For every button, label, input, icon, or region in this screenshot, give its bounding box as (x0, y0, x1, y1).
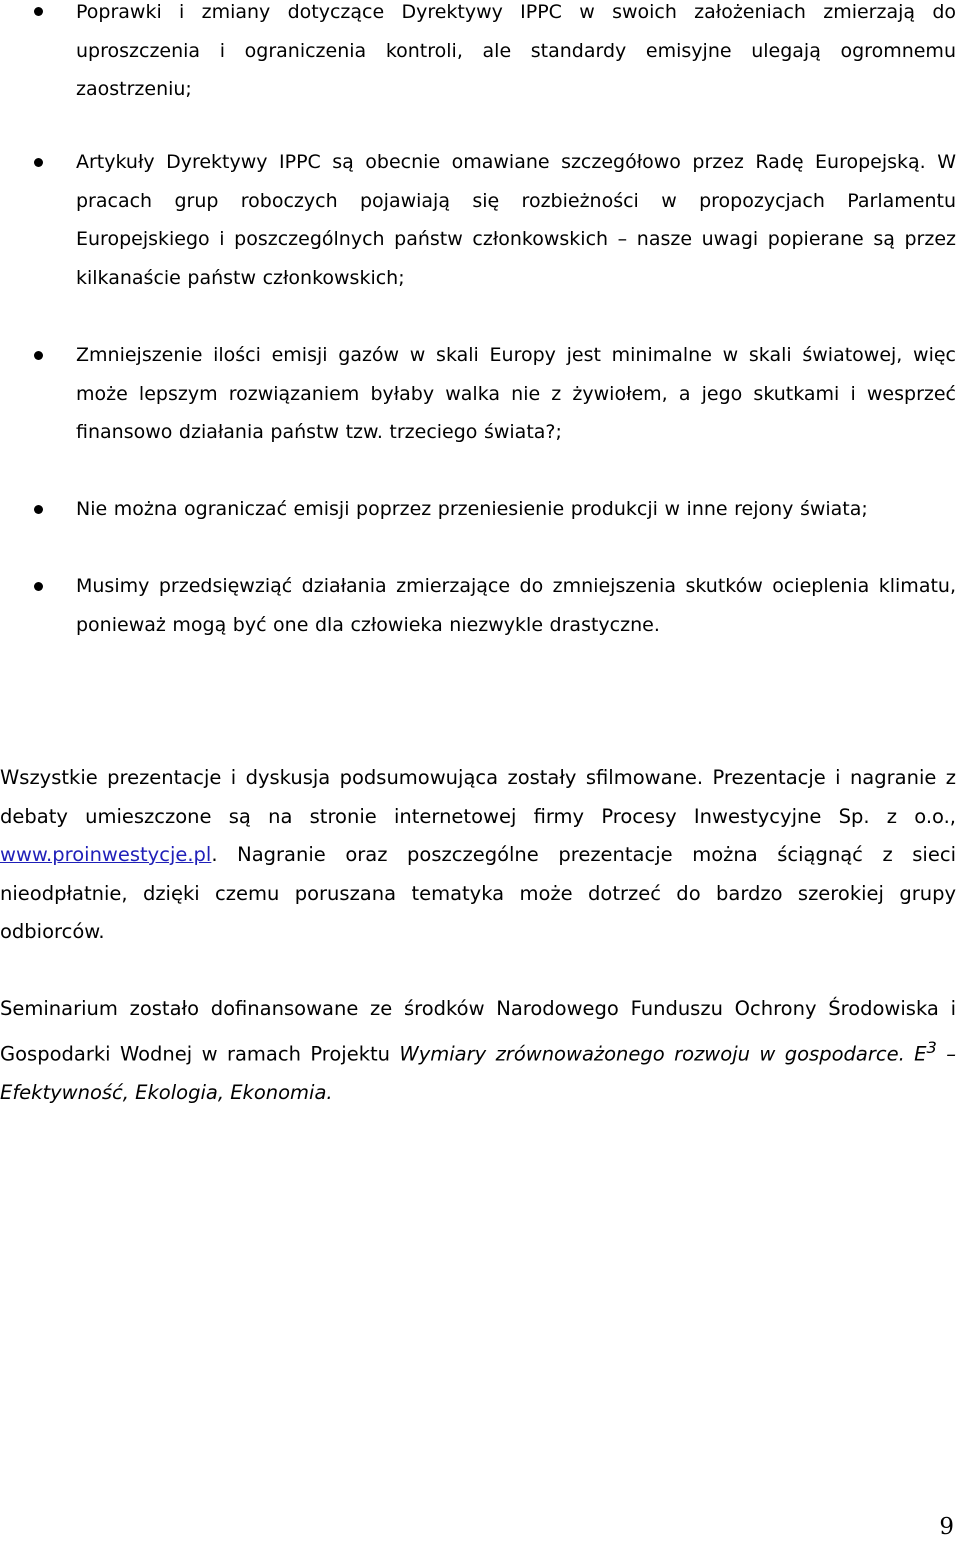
page-number: 9 (939, 1514, 954, 1540)
bullet-icon (34, 351, 43, 360)
summary-text-end: . Nagranie oraz poszczególne prezentacje można ściągnąć z sieci nieodpłatnie, dzięki czemu poruszana tematyka może dotrzeć do bardzo szerokiej grupy odbiorców. (0, 843, 956, 943)
bullet-text: Artykuły Dyrektywy IPPC są obecnie omawiane szczegółowo przez Radę Europejską. W pracach grup roboczych pojawiają się rozbieżności w propozycjach Parlamentu Europejskiego i poszczególnych państw członkowskich – nasze uwagi popierane są przez kilkanaście państw członkowskich; (76, 151, 956, 289)
bullet-text: Poprawki i zmiany dotyczące Dyrektywy IPPC w swoich założeniach zmierzają do uproszczenia i ograniczenia kontroli, ale standardy emisyjne ulegają ogromnemu zaostrzeniu; (76, 1, 956, 100)
bullet-icon (34, 582, 43, 591)
bullet-text: Zmniejszenie ilości emisji gazów w skali Europy jest minimalne w skali światowej, więc może lepszym rozwiązaniem byłaby walka nie z żywiołem, a jego skutkami i wesprzeć finansowo działania państw tzw. trzeciego świata?; (76, 344, 956, 443)
bullet-text: Nie można ograniczać emisji poprzez przeniesienie produkcji w inne rejony świata; (76, 498, 868, 520)
bullet-icon (34, 505, 43, 514)
funding-paragraph (0, 990, 956, 1112)
website-link[interactable]: www.proinwestycje.pl (0, 843, 212, 866)
project-superscript: 3 (926, 1037, 937, 1057)
bullet-icon (34, 7, 43, 16)
summary-paragraph (0, 759, 956, 952)
summary-text-start: Wszystkie prezentacje i dyskusja podsumowująca zostały sfilmowane. Prezentacje i nagranie z debaty umieszczone są na stronie internetowej firmy Procesy Inwestycyjne Sp. z o.o., (0, 766, 956, 828)
bullet-text: Musimy przedsięwziąć działania zmierzające do zmniejszenia skutków ocieplenia klimatu, ponieważ mogą być one dla człowieka niezwykle drastyczne. (76, 575, 956, 636)
project-name: Wymiary zrównoważonego rozwoju w gospodarce. E (399, 1042, 927, 1065)
funding-text: Seminarium zostało dofinansowane ze środków Narodowego Funduszu Ochrony Środowiska i Gospodarki Wodnej w ramach Projektu (0, 997, 956, 1065)
project-subtitle: – Efektywność, Ekologia, Ekonomia. (0, 1042, 957, 1104)
bullet-icon (34, 158, 43, 167)
